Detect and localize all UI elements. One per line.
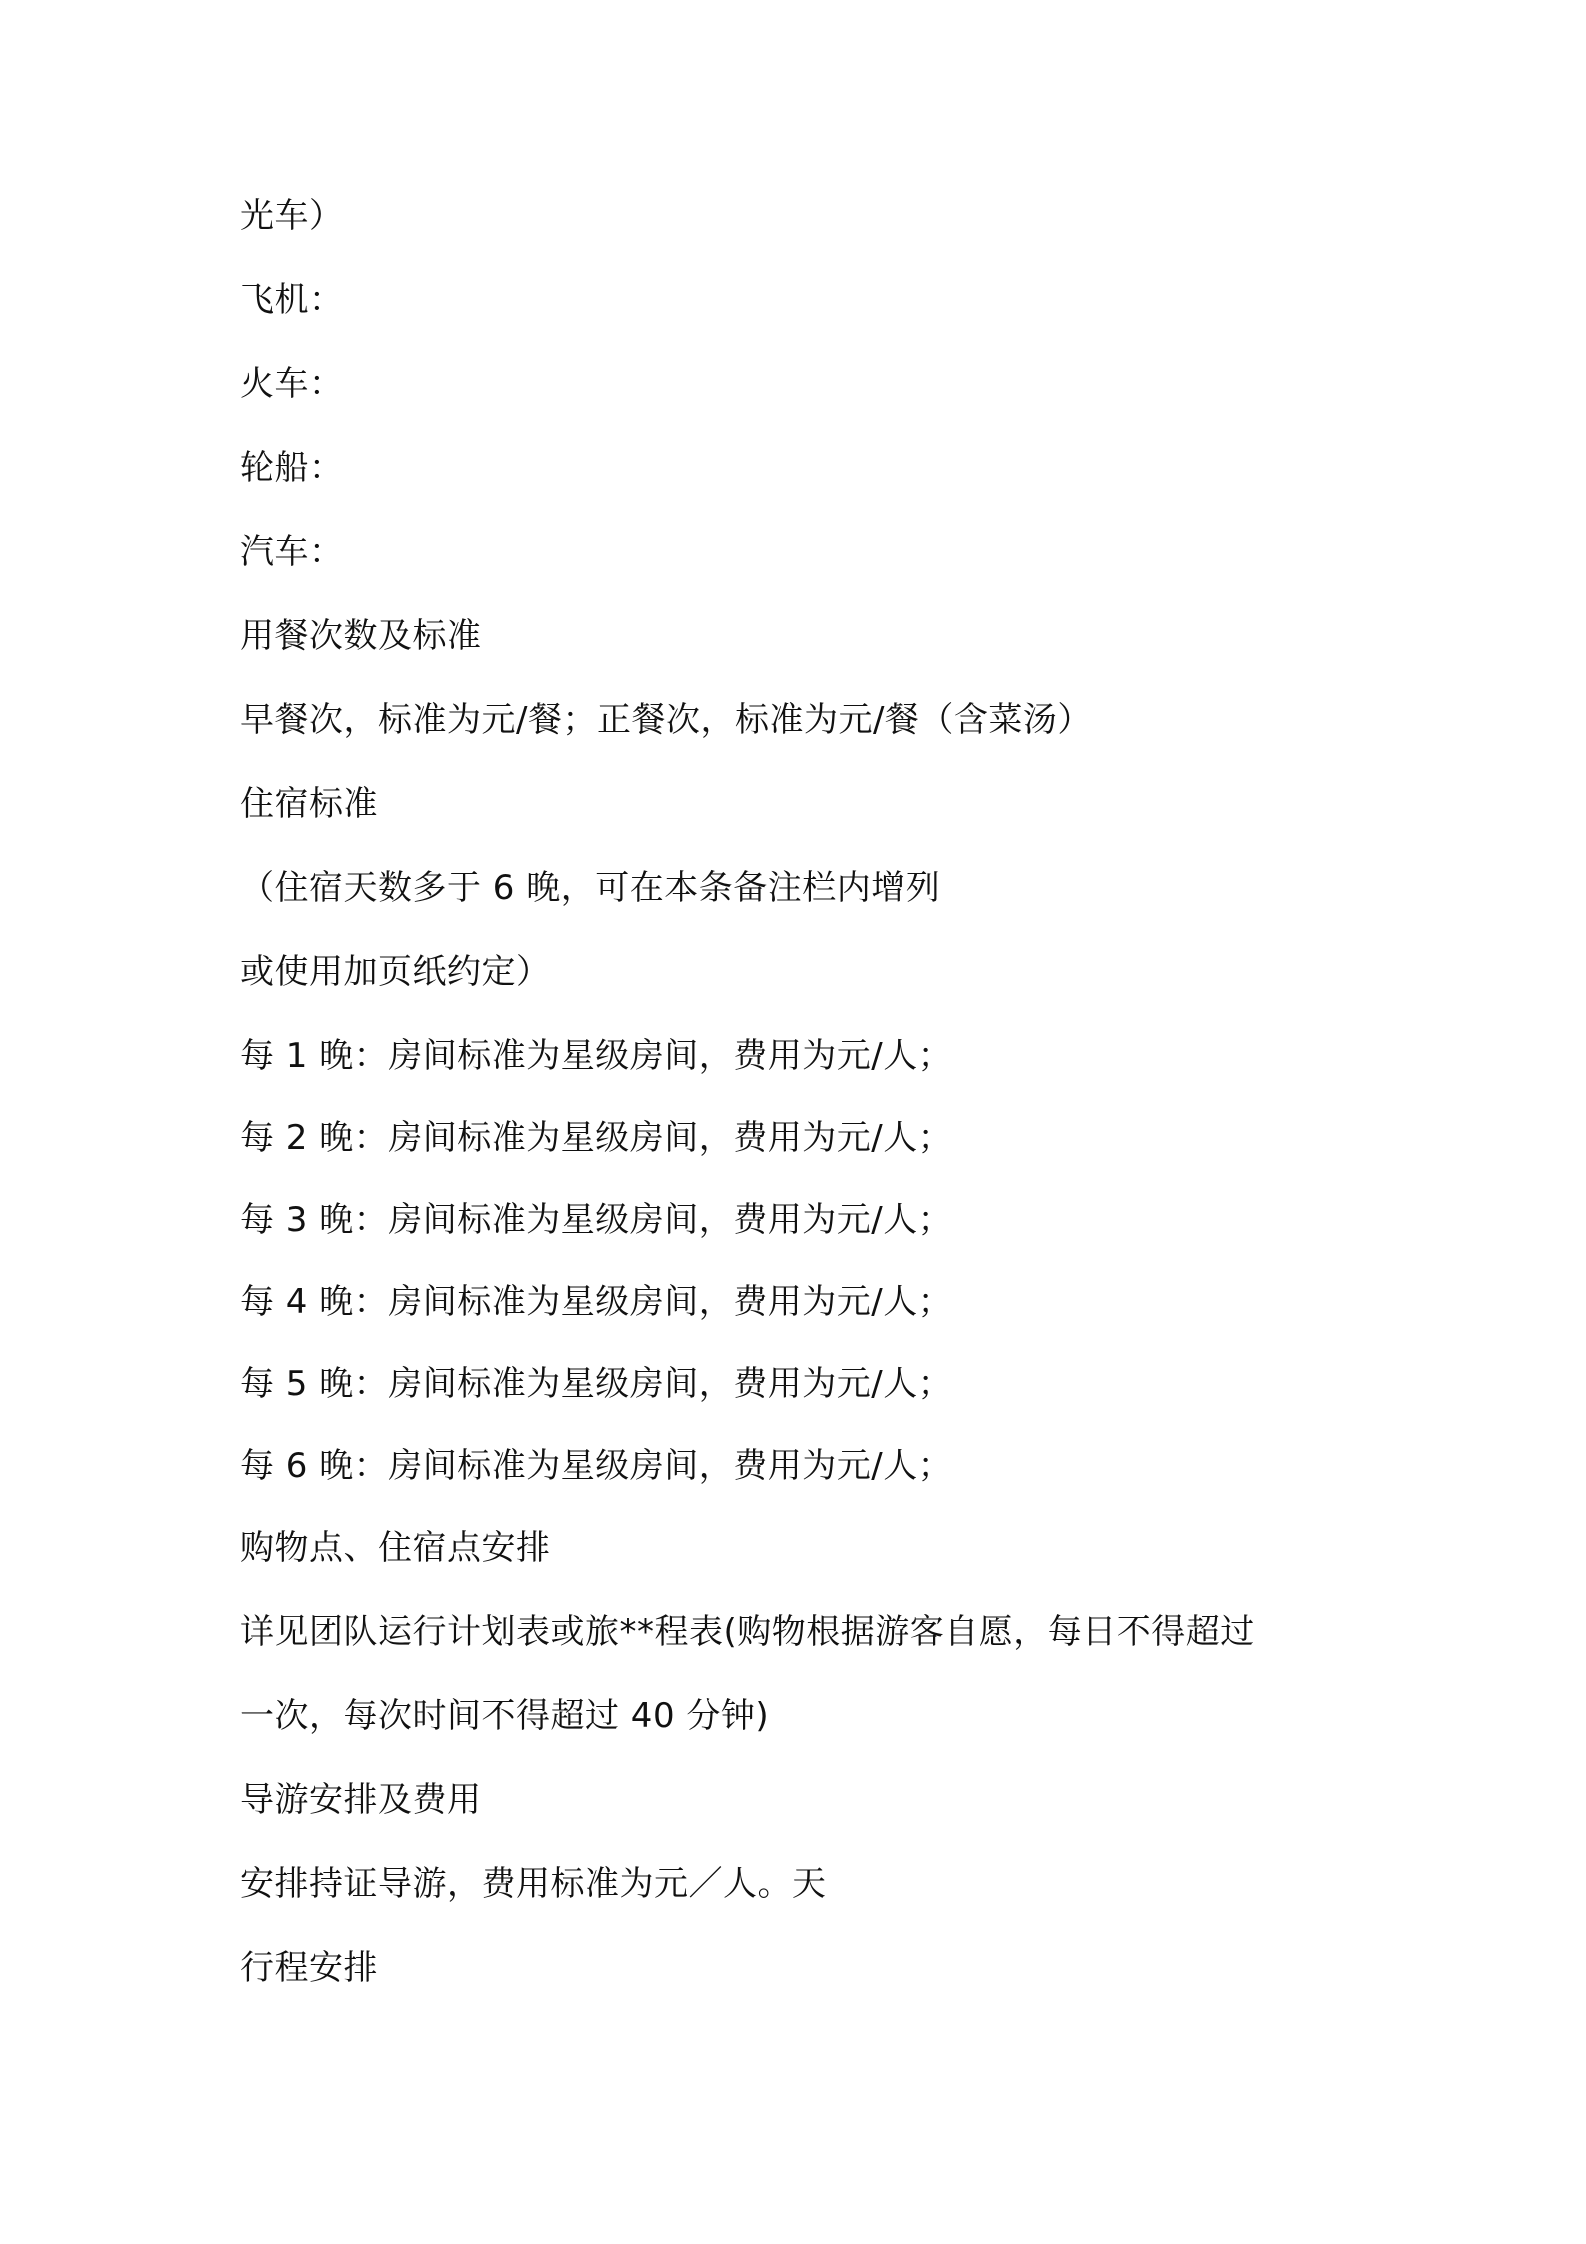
guide-fee-line: 安排持证导游，费用标准为元／人。天 [240, 1864, 827, 1904]
night-3-room-line: 每 3 晚：房间标准为星级房间，费用为元/人； [240, 1200, 953, 1240]
shopping-rule-line-2: 一次，每次时间不得超过 40 分钟) [240, 1696, 770, 1736]
meal-standard-text: 早餐次，标准为元/餐；正餐次，标准为元/餐（含菜汤） [240, 700, 1092, 740]
train-line: 火车： [240, 364, 344, 404]
accommodation-standard-heading: 住宿标准 [240, 784, 378, 824]
guide-heading: 导游安排及费用 [240, 1780, 482, 1820]
night-6-room-line: 每 6 晚：房间标准为星级房间，费用为元/人； [240, 1446, 953, 1486]
night-1-room-line: 每 1 晚：房间标准为星级房间，费用为元/人； [240, 1036, 953, 1076]
shopping-accommodation-heading: 购物点、住宿点安排 [240, 1528, 551, 1568]
accommodation-note-line-1: （住宿天数多于 6 晚，可在本条备注栏内增列 [240, 868, 941, 908]
night-2-room-line: 每 2 晚：房间标准为星级房间，费用为元/人； [240, 1118, 953, 1158]
meal-standard-heading: 用餐次数及标准 [240, 616, 482, 656]
itinerary-heading: 行程安排 [240, 1948, 378, 1988]
accommodation-note-line-2: 或使用加页纸约定） [240, 952, 551, 992]
shopping-rule-line-1: 详见团队运行计划表或旅**程表(购物根据游客自愿，每日不得超过 [240, 1612, 1255, 1652]
night-5-room-line: 每 5 晚：房间标准为星级房间，费用为元/人； [240, 1364, 953, 1404]
transport-continuation-line: 光车） [240, 196, 344, 236]
airplane-line: 飞机： [240, 280, 344, 320]
bus-line: 汽车： [240, 532, 344, 572]
night-4-room-line: 每 4 晚：房间标准为星级房间，费用为元/人； [240, 1282, 953, 1322]
document-body [240, 196, 1420, 2032]
ship-line: 轮船： [240, 448, 344, 488]
